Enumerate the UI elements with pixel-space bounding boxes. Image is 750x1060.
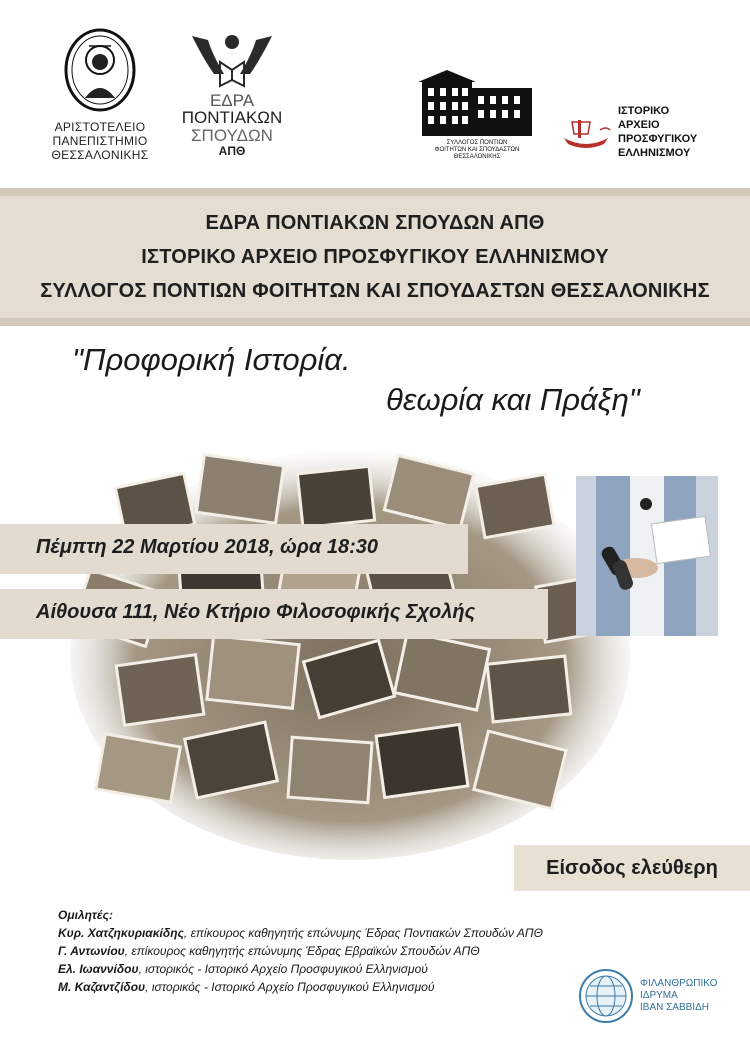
speaker-row [58,960,543,978]
speaker-row [58,924,543,942]
syllogos-logo-line: ΘΕΣΣΑΛΟΝΙΚΗΣ [453,154,501,160]
archive-logo-line: ΠΡΟΣΦΥΓΙΚΟΥ [618,133,698,145]
speaker-row [58,942,543,960]
auth-logo-line: ΘΕΣΣΑΛΟΝΙΚΗΣ [51,148,149,162]
organizer-line: ΕΔΡΑ ΠΟΝΤΙΑΚΩΝ ΣΠΟΥΔΩΝ ΑΠΘ [205,212,545,234]
building-icon [418,70,536,140]
organizer-line: ΣΥΛΛΟΓΟΣ ΠΟΝΤΙΩΝ ΦΟΙΤΗΤΩΝ ΚΑΙ ΣΠΟΥΔΑΣΤΩΝ ΘΕΣΣΑΛΟΝΙΚΗΣ [40,280,710,302]
speaker-role: , επίκουρος καθηγητής επώνυμης Έδρας Εβραϊκών Σπουδών ΑΠΘ [124,944,480,958]
syllogos-logo [418,70,536,170]
ship-icon [560,116,612,152]
archive-logo-line: ΕΛΛΗΝΙΣΜΟΥ [618,147,691,159]
edra-logo-line3: ΣΠΟΥΔΩΝ [191,126,273,145]
event-title-line2: θεωρία και Πράξη" [386,382,640,417]
archive-logo [560,100,720,170]
event-title-line1: "Προφορική Ιστορία. [72,342,351,377]
organizer-line: ΙΣΤΟΡΙΚΟ ΑΡΧΕΙΟ ΠΡΟΣΦΥΓΙΚΟΥ ΕΛΛΗΝΙΣΜΟΥ [141,246,609,268]
speaker-role: , ιστορικός - Ιστορικό Αρχείο Προσφυγικού Ελληνισμού [145,980,435,994]
auth-logo [40,28,160,168]
auth-logo-line: ΑΡΙΣΤΟΤΕΛΕΙΟ [54,120,146,134]
speaker-row [58,978,543,996]
archive-logo-line: ΑΡΧΕΙΟ [618,119,660,131]
speaker-role: , επίκουρος καθηγητής επώνυμης Έδρας Ποντιακών Σπουδών ΑΠΘ [183,926,543,940]
speakers-section [58,906,543,996]
syllogos-logo-line: ΣΥΛΛΟΓΟΣ ΠΟΝΤΙΩΝ [446,140,508,146]
globe-icon [578,968,634,1024]
auth-seal-icon [63,28,137,112]
organizers-banner [0,188,750,326]
edra-logo [172,30,292,170]
archive-logo-line: ΙΣΤΟΡΙΚΟ [618,105,670,117]
auth-logo-line: ΠΑΝΕΠΙΣΤΗΜΙΟ [52,134,148,148]
edra-logo-line4: ΑΠΘ [218,144,246,158]
date-time-band [0,524,468,574]
edra-logo-line1: ΕΔΡΑ [209,91,255,110]
speakers-heading: Ομιλητές: [58,908,113,922]
event-date-time: Πέμπτη 22 Μαρτίου 2018, ώρα 18:30 [36,536,378,558]
venue-band [0,589,548,639]
eagle-book-icon [184,30,280,90]
edra-logo-line2: ΠΟΝΤΙΑΚΩΝ [181,108,283,127]
event-venue: Αίθουσα 111, Νέο Κτήριο Φιλοσοφικής Σχολής [36,601,476,623]
foundation-logo-line: ΙΔΡΥΜΑ [640,990,678,1001]
speaker-name: Κυρ. Χατζηκυριακίδης [58,926,184,940]
speaker-name: Γ. Αντωνίου [58,944,125,958]
foundation-logo-line: ΙΒΑΝ ΣΑΒΒΙΔΗ [640,1002,709,1013]
foundation-logo-line: ΦΙΛΑΝΘΡΩΠΙΚΟ [640,978,718,989]
free-entry-band [514,845,750,891]
speaker-name: Ελ. Ιωαννίδου [58,962,139,976]
speaker-role: , ιστορικός - Ιστορικό Αρχείο Προσφυγικού Ελληνισμού [138,962,428,976]
syllogos-logo-line: ΦΟΙΤΗΤΩΝ ΚΑΙ ΣΠΟΥΔΑΣΤΩΝ [434,147,520,153]
foundation-logo [578,968,738,1028]
photo-collage [60,440,640,860]
free-entry-text: Είσοδος ελεύθερη [546,857,718,879]
microphone-photo [576,476,718,636]
speaker-name: Μ. Καζαντζίδου [58,980,146,994]
